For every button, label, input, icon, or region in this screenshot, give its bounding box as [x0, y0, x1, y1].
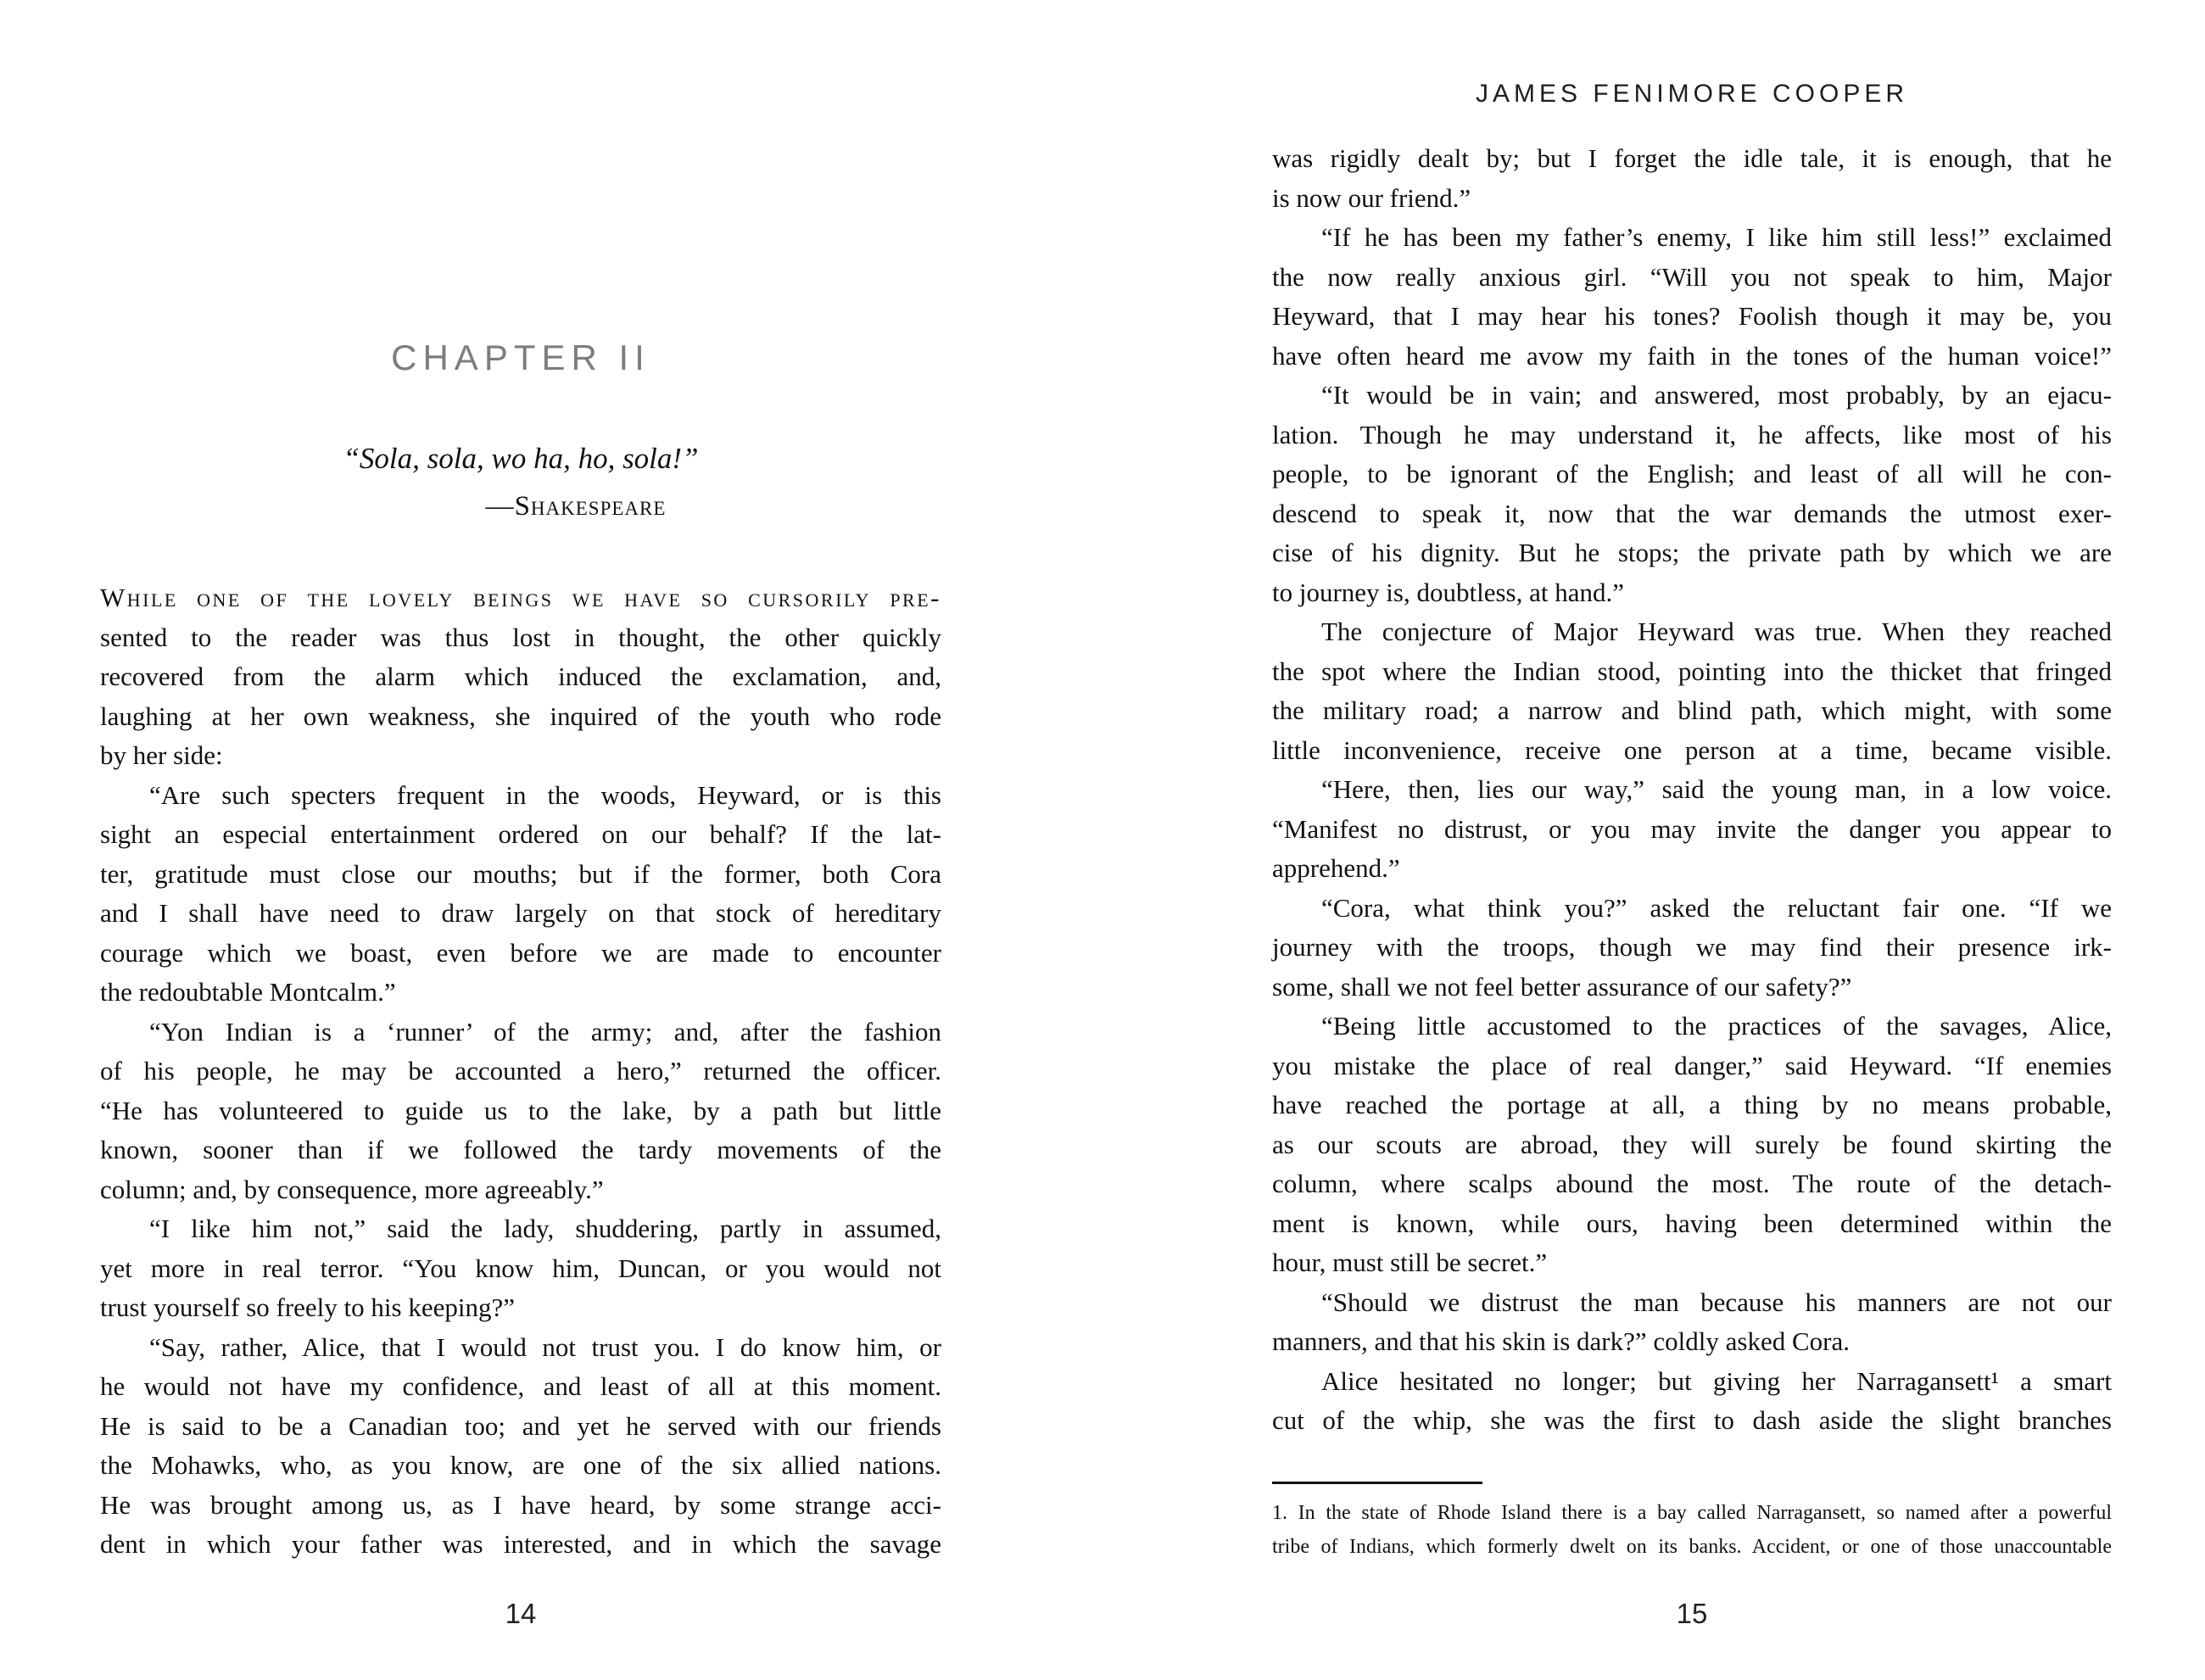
paragraph — [100, 776, 941, 1013]
paragraph — [1272, 889, 2112, 1007]
paragraph — [1272, 1007, 2112, 1283]
paragraph — [1272, 218, 2112, 376]
paragraph — [1272, 1362, 2112, 1441]
text-line: dent in which your father was interested, and in which the savage — [100, 1529, 941, 1559]
running-header: JAMES FENIMORE COOPER — [1475, 80, 1909, 108]
text-line: to journey is, doubtless, at hand.” — [1272, 577, 1624, 607]
paragraph — [100, 1328, 941, 1565]
paragraph — [1272, 139, 2112, 218]
text-line: “Cora, what think you?” asked the reluctant fair one. “If we — [1321, 892, 2112, 923]
text-line: as our scouts are abroad, they will surely be found skirting the — [1272, 1129, 2112, 1159]
text-line: Alice hesitated no longer; but giving her Narragansett¹ a smart — [1321, 1365, 2112, 1396]
paragraph — [1272, 376, 2112, 612]
page-number-right: 15 — [1676, 1598, 1708, 1629]
epigraph: “Sola, sola, wo ha, ho, sola!” — [343, 442, 699, 475]
body-text-right — [1272, 139, 2112, 1441]
page-left — [100, 0, 941, 1680]
text-line: ter, gratitude must close our mouths; but if the former, both Cora — [100, 858, 941, 889]
text-line: “Yon Indian is a ‘runner’ of the army; and, after the fashion — [149, 1016, 941, 1047]
text-line: the Mohawks, who, as you know, are one of the six allied nations. — [100, 1450, 941, 1480]
paragraph — [1272, 1283, 2112, 1362]
text-line: “Manifest no distrust, or you may invite the danger you appear to — [1272, 813, 2112, 844]
text-line: and I shall have need to draw largely on that stock of hereditary — [100, 898, 941, 928]
text-line: little inconvenience, receive one person at a time, became visible. — [1272, 734, 2112, 765]
text-line: “He has volunteered to guide us to the lake, by a path but little — [100, 1095, 941, 1125]
text-line: trust yourself so freely to his keeping?” — [100, 1292, 515, 1322]
text-line: known, sooner than if we followed the tardy movements of the — [100, 1135, 941, 1164]
paragraph — [1272, 1496, 2112, 1564]
paragraph — [100, 578, 941, 776]
text-line: column, where scalps abound the most. The route of the detach- — [1272, 1169, 2112, 1198]
text-line: was rigidly dealt by; but I forget the idle tale, it is enough, that he — [1272, 143, 2112, 173]
text-line: ment is known, while ours, having been determined within the — [1272, 1208, 2112, 1238]
text-line: “Here, then, lies our way,” said the young man, in a low voice. — [1321, 774, 2112, 804]
text-line: have reached the portage at all, a thing by no means probable, — [1272, 1090, 2112, 1119]
text-line: cise of his dignity. But he stops; the private path by which we are — [1272, 538, 2112, 567]
text-line: “Being little accustomed to the practices of the savages, Alice, — [1321, 1011, 2112, 1041]
text-line: recovered from the alarm which induced the exclamation, and, — [100, 661, 941, 691]
text-line: have often heard me avow my faith in the tones of the human voice!” — [1272, 340, 2112, 371]
text-line: by her side: — [100, 740, 223, 770]
paragraph — [100, 1209, 941, 1328]
text-line: “Should we distrust the man because his manners are not our — [1321, 1287, 2112, 1317]
text-line: the redoubtable Montcalm.” — [100, 977, 396, 1007]
text-line: lation. Though he may understand it, he affects, like most of his — [1272, 419, 2112, 449]
text-line: While one of the lovely beings we have so cursorily pre- — [100, 583, 941, 612]
text-line: people, to be ignorant of the English; and least of all will he con- — [1272, 459, 2112, 488]
paragraph — [1272, 612, 2112, 770]
paragraph — [100, 1013, 941, 1210]
text-line: “It would be in vain; and answered, most probably, by an ejacu- — [1321, 380, 2112, 410]
text-line: he would not have my confidence, and least of all at this moment. — [100, 1371, 941, 1401]
epigraph-attribution: —Shakespeare — [485, 491, 667, 522]
text-line: the spot where the Indian stood, pointing into the thicket that fringed — [1272, 656, 2112, 686]
text-line: “I like him not,” said the lady, shuddering, partly in assumed, — [149, 1214, 941, 1243]
text-line: hour, must still be secret.” — [1272, 1247, 1548, 1277]
text-line: “Say, rather, Alice, that I would not trust you. I do know him, or — [149, 1331, 941, 1362]
text-line: journey with the troops, though we may find their presence irk- — [1272, 932, 2112, 962]
text-line: cut of the whip, she was the first to dash aside the slight branches — [1272, 1405, 2112, 1435]
text-line: courage which we boast, even before we are made to encounter — [100, 937, 941, 968]
paragraph — [1272, 770, 2112, 889]
text-line: laughing at her own weakness, she inquired of the youth who rode — [100, 700, 941, 731]
text-line: you mistake the place of real danger,” said Heyward. “If enemies — [1272, 1050, 2112, 1080]
text-line: “If he has been my father’s enemy, I like him still less!” exclaimed — [1321, 222, 2112, 252]
text-line: tribe of Indians, which formerly dwelt on its banks. Accident, or one of those unaccountable — [1272, 1535, 2112, 1558]
text-line: 1. In the state of Rhode Island there is a bay called Narragansett, so named after a powerful — [1272, 1501, 2112, 1524]
footnote — [1272, 1496, 2112, 1564]
text-line: apprehend.” — [1272, 853, 1400, 883]
text-line: the now really anxious girl. “Will you not speak to him, Major — [1272, 261, 2112, 292]
text-line: He is said to be a Canadian too; and yet he served with our friends — [100, 1410, 941, 1441]
body-text-left — [100, 578, 941, 1565]
text-line: of his people, he may be accounted a hero,” returned the officer. — [100, 1056, 941, 1086]
text-line: descend to speak it, now that the war demands the utmost exer- — [1272, 498, 2112, 528]
text-line: He was brought among us, as I have heard, by some strange acci- — [100, 1489, 941, 1520]
text-line: The conjecture of Major Heyward was true. When they reached — [1321, 617, 2112, 646]
text-line: the military road; a narrow and blind path, which might, with some — [1272, 695, 2112, 725]
chapter-heading: CHAPTER II — [391, 338, 650, 377]
text-line: sight an especial entertainment ordered on our behalf? If the lat- — [100, 819, 941, 849]
text-line: “Are such specters frequent in the woods, Heyward, or is this — [149, 779, 941, 810]
text-line: manners, and that his skin is dark?” coldly asked Cora. — [1272, 1326, 1850, 1356]
footnote-rule — [1272, 1482, 1482, 1484]
text-line: is now our friend.” — [1272, 182, 1471, 213]
text-line: some, shall we not feel better assurance of our safety?” — [1272, 971, 1852, 1002]
page-right — [1272, 0, 2112, 1680]
text-line: column; and, by consequence, more agreeably.” — [100, 1174, 604, 1204]
text-line: yet more in real terror. “You know him, Duncan, or you would not — [100, 1253, 941, 1283]
page-number-left: 14 — [505, 1598, 537, 1629]
text-line: Heyward, that I may hear his tones? Foolish though it may be, you — [1272, 301, 2112, 331]
text-line: sented to the reader was thus lost in thought, the other quickly — [100, 622, 941, 652]
